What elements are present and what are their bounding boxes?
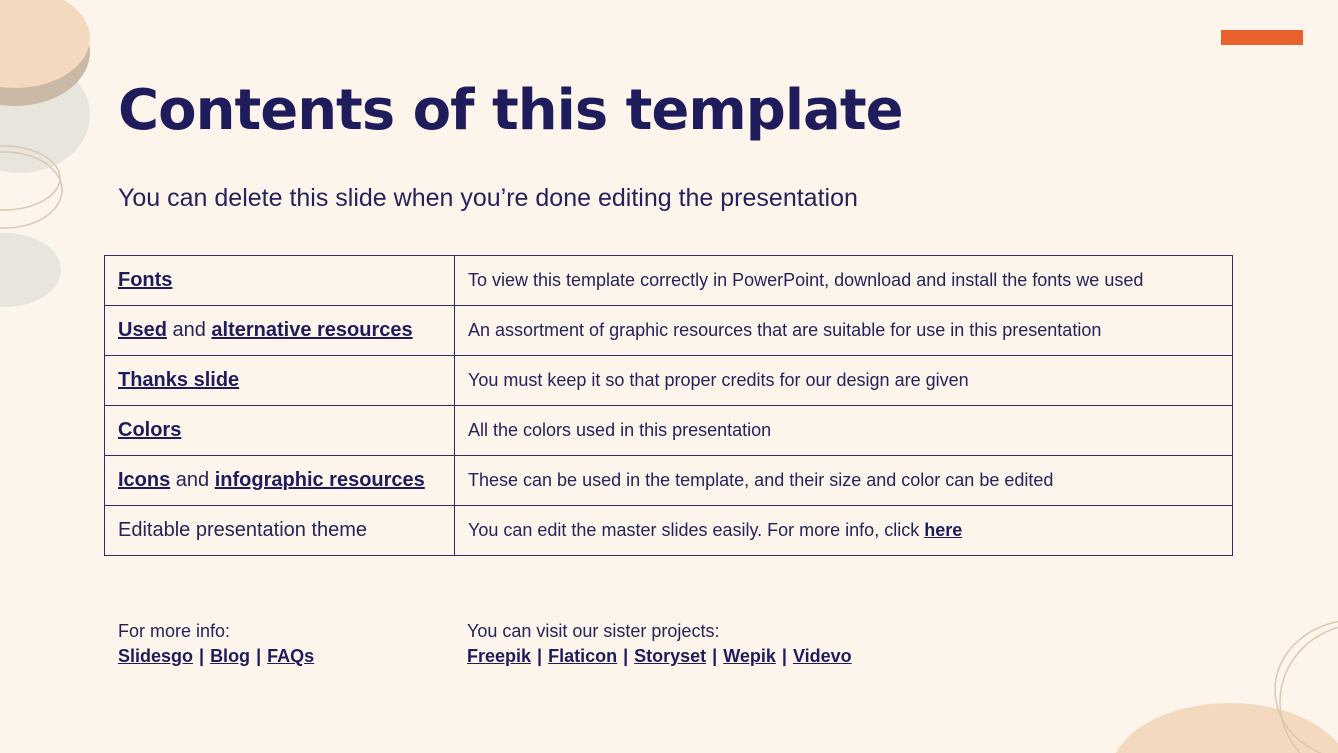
cell-text: These can be used in the template, and their size and color can be edited — [468, 470, 1054, 490]
sister-projects-links — [467, 646, 852, 667]
cell-text: Editable presentation theme — [118, 519, 368, 541]
slide-subtitle: You can delete this slide when you’re done editing the presentation — [118, 184, 858, 212]
storyset-link[interactable]: Storyset — [634, 646, 707, 666]
infographic-resources-link[interactable]: infographic resources — [214, 469, 425, 491]
link-separator: | — [199, 646, 205, 666]
faqs-link[interactable]: FAQs — [267, 646, 315, 666]
row-description-cell — [455, 406, 1233, 456]
here-link[interactable]: here — [924, 520, 963, 540]
table-row — [105, 456, 1233, 506]
table-row — [105, 406, 1233, 456]
freepik-link[interactable]: Freepik — [467, 646, 532, 666]
row-description-cell — [455, 506, 1233, 556]
row-description-cell — [455, 356, 1233, 406]
flaticon-link[interactable]: Flaticon — [548, 646, 618, 666]
fonts-link[interactable]: Fonts — [118, 269, 173, 291]
videvo-link[interactable]: Videvo — [792, 646, 852, 666]
table-row — [105, 256, 1233, 306]
more-info-label: For more info: — [118, 621, 231, 641]
peach-disc-shape — [1110, 703, 1338, 753]
accent-bar — [1221, 30, 1303, 45]
table-row — [105, 356, 1233, 406]
link-separator: | — [623, 646, 629, 666]
link-separator: | — [537, 646, 543, 666]
colors-link[interactable]: Colors — [118, 419, 182, 441]
link-separator: | — [256, 646, 262, 666]
contents-table — [104, 255, 1233, 556]
table-row — [105, 306, 1233, 356]
cell-text: All the colors used in this presentation — [468, 420, 772, 440]
cell-text: and — [170, 469, 215, 491]
row-name-cell — [105, 256, 455, 306]
blog-link[interactable]: Blog — [210, 646, 251, 666]
row-name-cell — [105, 356, 455, 406]
row-name-cell — [105, 306, 455, 356]
row-description-cell — [455, 256, 1233, 306]
link-separator: | — [712, 646, 718, 666]
cell-text: An assortment of graphic resources that are suitable for use in this presentation — [468, 320, 1102, 340]
wepik-link[interactable]: Wepik — [723, 646, 776, 666]
thanks-slide-link[interactable]: Thanks slide — [118, 369, 240, 391]
slidesgo-link[interactable]: Slidesgo — [118, 646, 194, 666]
cell-text: To view this template correctly in PowerPoint, download and install the fonts we used — [468, 270, 1144, 290]
row-description-cell — [455, 456, 1233, 506]
row-name-cell — [105, 506, 455, 556]
cell-text: You can edit the master slides easily. For more info, click — [468, 520, 925, 540]
icons-link[interactable]: Icons — [118, 469, 171, 491]
more-info-links — [118, 646, 314, 667]
cell-text: and — [166, 319, 212, 341]
used-link[interactable]: Used — [118, 319, 167, 341]
slide-title: Contents of this template — [118, 78, 903, 143]
cell-text: You must keep it so that proper credits for our design are given — [468, 370, 969, 390]
link-separator: | — [781, 646, 787, 666]
gray-blob-shape — [0, 233, 61, 307]
sister-projects-label: You can visit our sister projects: — [467, 621, 720, 641]
row-name-cell — [105, 456, 455, 506]
table-row — [105, 506, 1233, 556]
alternative-resources-link[interactable]: alternative resources — [211, 319, 413, 341]
row-description-cell — [455, 306, 1233, 356]
row-name-cell — [105, 406, 455, 456]
